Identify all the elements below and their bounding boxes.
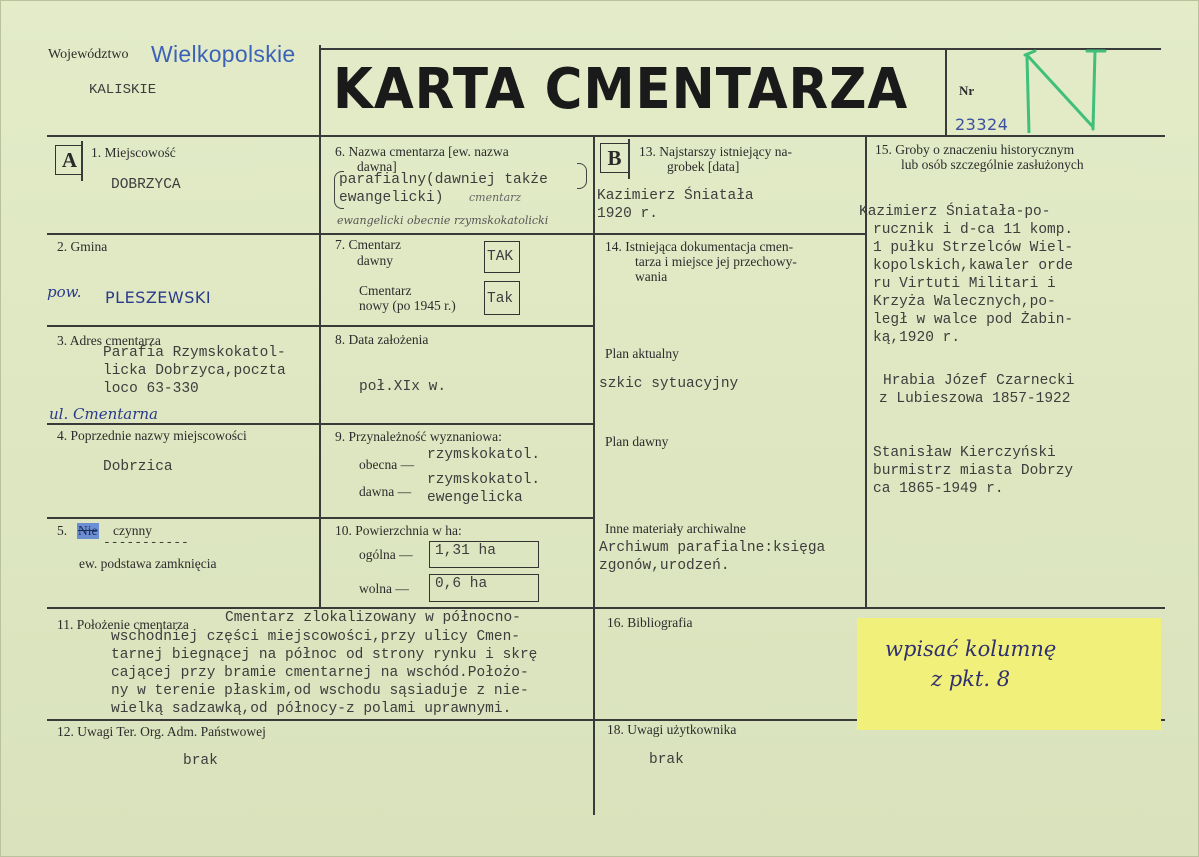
field-15-entry-1-line-3: 1 pułku Strzelców Wiel-	[873, 240, 1074, 256]
field-4-label: 4. Poprzednie nazwy miejscowości	[57, 428, 247, 443]
field-3-label: 3. Adres cmentarza	[57, 333, 161, 348]
field-1-label: 1. Miejscowość	[91, 145, 176, 160]
field-18-value: brak	[649, 752, 684, 768]
field-7-label-1: 7. Cmentarz	[335, 237, 401, 252]
col-divider-1	[319, 135, 321, 609]
field-6-line-2: ewangelicki)	[339, 190, 444, 206]
plan-aktualny-value: szkic sytuacyjny	[599, 376, 739, 392]
nr-value: 23324	[955, 115, 1009, 134]
field-7-dawny-value: TAK	[487, 249, 514, 265]
section-b-marker: B	[600, 143, 628, 173]
field-10-wolna-label: wolna —	[359, 581, 409, 596]
field-11-line-3: cającej przy bramie cmentarnej na wschód.Położo-	[111, 665, 529, 681]
card-title: KARTA CMENTARZA	[333, 57, 909, 122]
field-8-value: poł.XIx w.	[359, 379, 447, 395]
field-11-line-2: tarnej biegnącej na północ od strony rynku i skrę	[111, 647, 538, 663]
field-16-label: 16. Bibliografia	[607, 615, 693, 630]
field-7-label-2: dawny	[357, 253, 393, 268]
nr-mark-n	[1023, 47, 1107, 133]
col-divider-2	[593, 135, 595, 815]
field-9-obecna-label: obecna —	[359, 457, 415, 472]
field-2-prefix: pow.	[47, 283, 82, 301]
field-10-ogolna-value: 1,31 ha	[435, 543, 496, 559]
sub-region: KALISKIE	[89, 82, 157, 98]
field-2-value: PLESZEWSKI	[105, 288, 212, 307]
nr-divider	[945, 49, 947, 137]
field-10-label: 10. Powierzchnia w ha:	[335, 523, 462, 538]
field-9-label: 9. Przynależność wyznaniowa:	[335, 429, 502, 444]
field-15-entry-1-line-4: kopolskich,kawaler orde	[873, 258, 1074, 274]
field-6-label-1: 6. Nazwa cmentarza [ew. nazwa	[335, 144, 509, 159]
nr-label: Nr	[959, 83, 975, 98]
field-15-entry-1-line-5: ru Virtuti Militari i	[873, 276, 1056, 292]
section-a-marker: A	[55, 145, 83, 175]
header-divider-left	[319, 45, 321, 137]
grid-row-top	[47, 135, 1165, 137]
field-10-ogolna-label: ogólna —	[359, 547, 413, 562]
wojewodztwo-stamp: Wielkopolskie	[151, 41, 296, 67]
inne-line-2: zgonów,urodzeń.	[599, 558, 730, 574]
field-2-label: 2. Gmina	[57, 239, 108, 254]
field-7-nowy-value: Tak	[487, 291, 514, 307]
sticky-note-line-2: z pkt. 8	[931, 667, 1011, 691]
field-6-handwritten-2: ewangelicki obecnie rzymskokatolicki	[337, 214, 549, 227]
field-5-label: czynny	[113, 523, 152, 538]
field-15-entry-1-line-2: rucznik i d-ca 11 komp.	[873, 222, 1074, 238]
field-15-entry-2-line-2: z Lubieszowa 1857-1922	[879, 391, 1071, 407]
field-7-nowy-label-2: nowy (po 1945 r.)	[359, 298, 456, 313]
field-15-entry-1-line-1: Kazimierz Śniatała-po-	[859, 204, 1051, 220]
field-7-nowy-label-1: Cmentarz	[359, 283, 412, 298]
field-5-sub: ew. podstawa zamknięcia	[79, 556, 217, 571]
field-3-line-1: Parafia Rzymskokatol-	[103, 345, 286, 361]
field-10-wolna-value: 0,6 ha	[435, 576, 488, 592]
field-13-label-2: grobek [data]	[667, 159, 740, 174]
field-15-entry-3-line-3: ca 1865-1949 r.	[873, 481, 1004, 497]
field-14-label-2: tarza i miejsce jej przechowy-	[635, 254, 797, 269]
field-15-label-1: 15. Groby o znaczeniu historycznym	[875, 142, 1075, 157]
field-13-line-1: Kazimierz Śniatała	[597, 188, 754, 204]
field-9-dawna-line-1: rzymskokatol.	[427, 472, 541, 488]
field-13-label-1: 13. Najstarszy istniejący na-	[639, 144, 792, 159]
field-8-label: 8. Data założenia	[335, 332, 429, 347]
field-14-label-3: wania	[635, 269, 668, 284]
field-11-first-line: Cmentarz zlokalizowany w północno-	[225, 610, 521, 626]
plan-aktualny-label: Plan aktualny	[605, 346, 679, 361]
field-5-num: 5.	[57, 523, 68, 538]
field-14-label-1: 14. Istniejąca dokumentacja cmen-	[605, 239, 794, 254]
field-3-handwritten: ul. Cmentarna	[49, 405, 158, 423]
field-11-line-4: ny w terenie płaskim,od wschodu sąsiaduje z nie-	[111, 683, 529, 699]
sticky-note-line-1: wpisać kolumnę	[885, 637, 1057, 661]
field-5-dashes: -----------	[103, 535, 189, 550]
field-11-line-1: wschodniej części miejscowości,przy ulicy Cmen-	[111, 629, 520, 645]
grid-row-lower	[47, 607, 1165, 609]
field-15-entry-1-line-8: ką,1920 r.	[873, 330, 961, 346]
field-12-label: 12. Uwagi Ter. Org. Adm. Państwowej	[57, 724, 266, 739]
field-18-label: 18. Uwagi użytkownika	[607, 722, 737, 737]
field-3-line-3: loco 63-330	[103, 381, 199, 397]
field-11-line-5: wielką sadzawką,od północy-z polami uprawnymi.	[111, 701, 512, 717]
field-5-nie: Nie	[78, 523, 98, 538]
field-15-entry-1-line-7: legł w walce pod Żabin-	[873, 312, 1074, 328]
field-15-entry-1-line-6: Krzyża Walecznych,po-	[873, 294, 1056, 310]
field-6-label-2: dawna]	[357, 159, 397, 174]
field-12-value: brak	[183, 753, 218, 769]
field-15-entry-3-line-1: Stanisław Kierczyński	[873, 445, 1056, 461]
field-15-label-2: lub osób szczególnie zasłużonych	[901, 157, 1084, 172]
wojewodztwo-label: Województwo	[48, 47, 129, 62]
field-6-line-1: parafialny(dawniej także	[339, 172, 548, 188]
field-9-dawna-line-2: ewengelicka	[427, 490, 523, 506]
field-11-label: 11. Położenie cmentarza	[57, 617, 189, 632]
field-15-entry-2-line-1: Hrabia Józef Czarnecki	[883, 373, 1075, 389]
plan-dawny-label: Plan dawny	[605, 434, 669, 449]
field-9-obecna-value: rzymskokatol.	[427, 447, 541, 463]
field-6-handwritten-1: cmentarz	[469, 191, 522, 204]
field-3-line-2: licka Dobrzyca,poczta	[103, 363, 286, 379]
inne-line-1: Archiwum parafialne:księga	[599, 540, 826, 556]
inne-label: Inne materiały archiwalne	[605, 521, 746, 536]
field-13-line-2: 1920 r.	[597, 206, 658, 222]
field-15-entry-3-line-2: burmistrz miasta Dobrzy	[873, 463, 1074, 479]
field-9-dawna-label: dawna —	[359, 484, 412, 499]
field-1-value: DOBRZYCA	[111, 177, 181, 193]
field-4-value: Dobrzica	[103, 459, 173, 475]
